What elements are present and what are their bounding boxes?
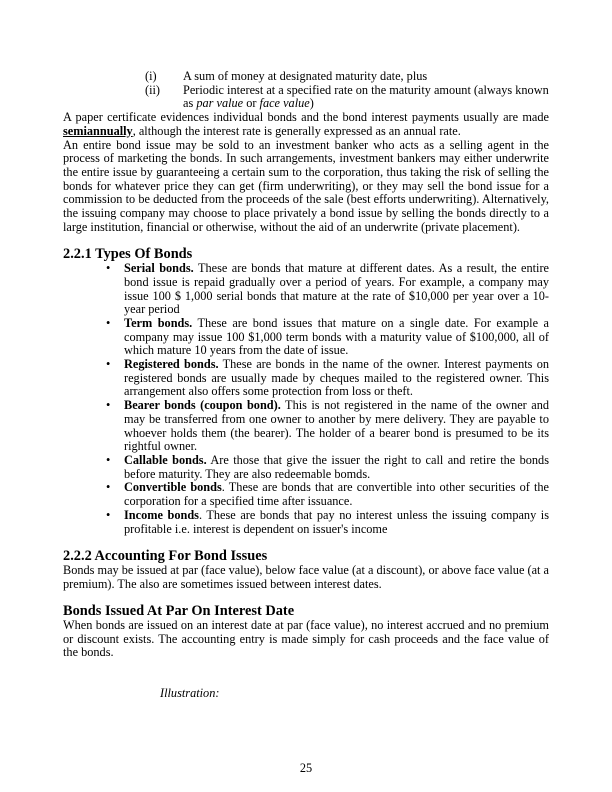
list-item-registered-bonds (63, 358, 549, 399)
bullet-marker: • (106, 480, 111, 495)
bond-type-description: . These are bonds that are convertible into other securities of the corporation for a specified time after issuance. (124, 480, 549, 509)
bond-type-name: Callable bonds. (124, 452, 207, 467)
bond-type-name: Registered bonds. (124, 357, 219, 372)
bond-type-name: Convertible bonds (124, 480, 222, 495)
paragraph-certificate (63, 111, 549, 138)
text-run: or (243, 96, 260, 111)
list-item-i (63, 70, 549, 84)
italic-term-par-value: par value (196, 96, 244, 111)
italic-term-face-value: face value (259, 96, 310, 111)
list-marker: (ii) (145, 82, 161, 97)
bullet-marker: • (106, 398, 111, 413)
heading-types-of-bonds: 2.2.1 Types Of Bonds (63, 246, 193, 263)
page-number: 25 (299, 761, 313, 776)
illustration-label: Illustration: (160, 686, 220, 701)
list-item-text (183, 84, 549, 111)
bond-type-description: Are those that give the issuer the right to call and retire the bonds before maturity. They are also redeemable bomds. (124, 452, 549, 481)
bond-type-name: Bearer bonds (coupon bond). (124, 398, 281, 413)
paragraph-bonds-at-par: When bonds are issued on an interest date at par (face value), no interest accrued and no premium or discount exists. The accounting entry is made simply for cash proceeds and the face value of the bonds. (63, 618, 549, 660)
bullet-marker: • (106, 357, 111, 372)
text-run: A paper certificate evidences individual bonds and the bond interest payments usually are made (63, 110, 549, 125)
list-item-ii (63, 84, 549, 111)
bullet-marker: • (106, 452, 111, 467)
bond-type-description: This is not registered in the name of the owner and may be transferred from one owner to another by mere delivery. They are payable to whoever holds them (the bearer). The holder of a bearer bond is presumed to be its rightful owner. (124, 398, 549, 454)
bullet-marker: • (106, 261, 111, 276)
bond-type-description: . These are bonds that pay no interest unless the issuing company is profitable i.e. interest is dependent on issuer's income (124, 507, 549, 536)
bond-type-description: These are bonds that mature at different dates. As a result, the entire bond issue is repaid gradually over a period of years. For example, a company may issue 100 $ 1,000 serial bonds that mature at the rate of $10,000 per year over a 10-year period (124, 261, 549, 317)
bond-type-description: These are bond issues that mature on a single date. For example a company may issue 100 $1,000 term bonds with a maturity value of $100,000, all of which mature 10 years from the date of issue. (124, 315, 549, 358)
list-marker: (i) (145, 69, 157, 83)
paragraph-accounting: Bonds may be issued at par (face value), below face value (at a discount), or above face value (at a premium). The also are sometimes issued between interest dates. (63, 562, 549, 591)
maturity-components-list (63, 70, 549, 111)
list-item-callable-bonds (63, 454, 549, 481)
bond-type-name: Term bonds. (124, 315, 193, 330)
paragraph-bond-issue: An entire bond issue may be sold to an investment banker who acts as a selling agent in the process of marketing the bonds. In such arrangements, investment bankers may either underwrite the entire issue by guaranteeing a certain sum to the corporation, thus taking the risk of selling the bonds for whatever price they can get (firm underwriting), or they may sell the bond issue for a commission to be deducted from the proceeds of the sale (best efforts underwriting). Alternatively, the issuing company may choose to place privately a bond issue by selling the bonds directly to a large institution, financial or otherwise, without the aid of an underwrite (private placement). (63, 137, 549, 234)
text-run: Periodic interest at a specified rate on the maturity amount (always known as (183, 82, 549, 111)
list-item-bearer-bonds (63, 399, 549, 454)
bullet-marker: • (106, 507, 111, 522)
bond-types-list (63, 262, 549, 536)
list-item-income-bonds (63, 509, 549, 536)
list-item-text: A sum of money at designated maturity date, plus (183, 69, 428, 83)
bullet-marker: • (106, 315, 111, 330)
list-item-convertible-bonds (63, 481, 549, 508)
heading-bonds-issued-at-par: Bonds Issued At Par On Interest Date (63, 603, 295, 620)
emphasized-semiannually: semiannually (63, 123, 133, 138)
bond-type-name: Income bonds (124, 507, 199, 522)
text-run: ) (309, 96, 314, 111)
bond-type-name: Serial bonds. (124, 261, 194, 276)
text-run: , although the interest rate is generally expressed as an annual rate. (132, 123, 461, 138)
heading-accounting-for-bond-issues: 2.2.2 Accounting For Bond Issues (63, 548, 268, 565)
bond-type-description: These are bonds in the name of the owner. Interest payments on registered bonds are usually made by cheques mailed to the registered owner. This arrangement also offers some protection from loss or theft. (124, 357, 550, 399)
list-item-serial-bonds (63, 262, 549, 317)
list-item-term-bonds (63, 317, 549, 358)
